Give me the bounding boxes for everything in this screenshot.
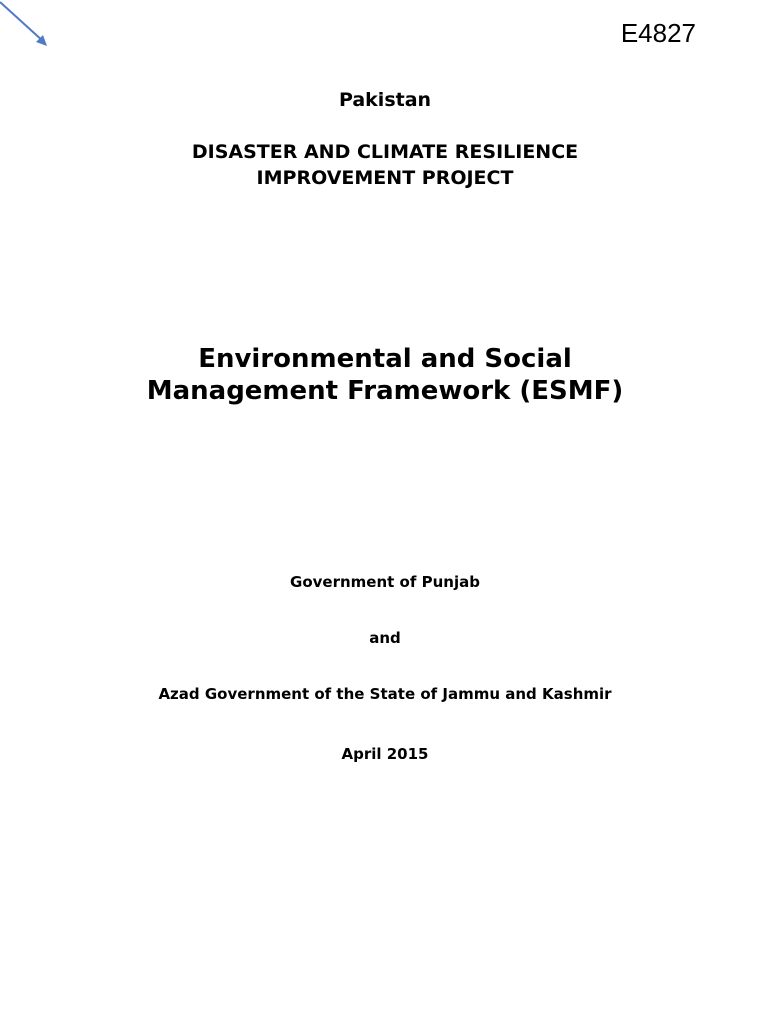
document-title-line: Management Framework (ESMF): [146, 376, 624, 406]
project-title-line: DISASTER AND CLIMATE RESILIENCE: [191, 141, 579, 163]
government-punjab: Government of Punjab: [290, 573, 480, 591]
report-id: E4827: [620, 18, 696, 48]
project-title: [0, 139, 770, 191]
document-title: [0, 343, 770, 407]
arrow-icon: [0, 0, 52, 50]
government-ajk: Azad Government of the State of Jammu and Kashmir: [158, 685, 612, 703]
conjunction-text: and: [369, 629, 401, 647]
project-title-line: IMPROVEMENT PROJECT: [256, 167, 514, 189]
country-heading: Pakistan: [338, 89, 432, 111]
document-title-line: Environmental and Social: [198, 344, 572, 374]
publication-date: April 2015: [341, 745, 429, 763]
